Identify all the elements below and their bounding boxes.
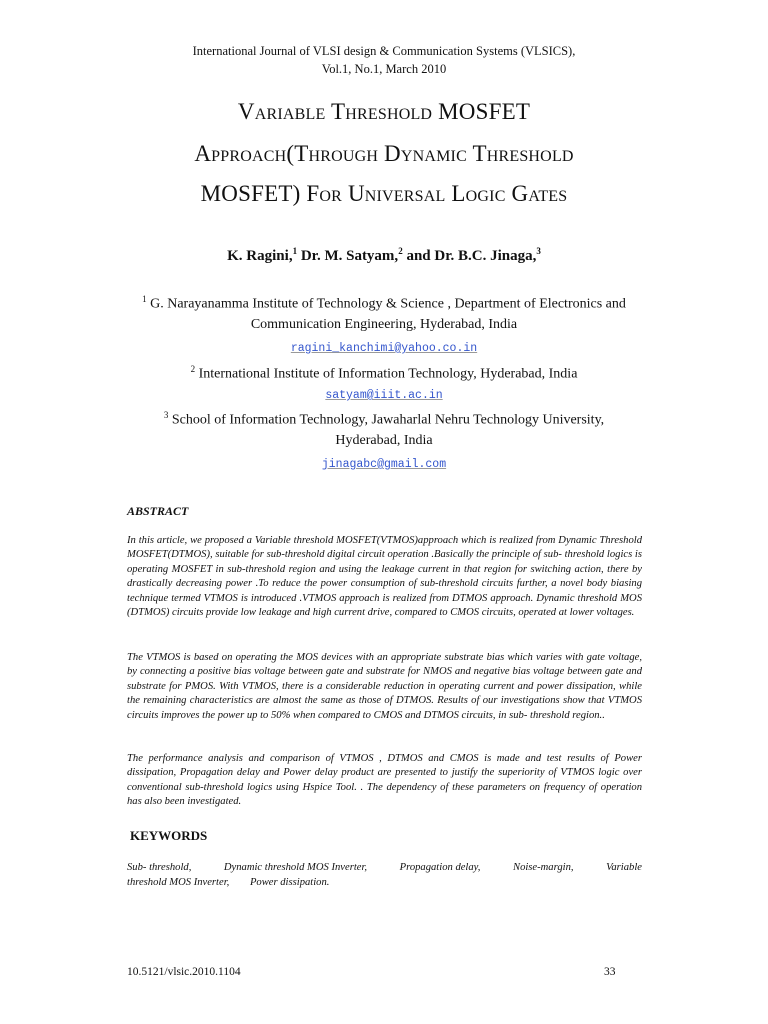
email-3-text[interactable]: jinagabc@gmail.com	[321, 458, 447, 471]
affiliation-2-sup: 2	[190, 364, 196, 374]
author-3: and Dr. B.C. Jinaga,	[402, 248, 537, 264]
keyword-item: Propagation delay,	[399, 862, 481, 873]
affiliation-3-sup: 3	[163, 410, 169, 420]
affiliation-1-sup: 1	[142, 294, 147, 304]
email-link-2[interactable]	[0, 389, 768, 402]
email-link-1[interactable]	[0, 342, 768, 355]
abstract-paragraph-1: In this article, we proposed a Variable threshold MOSFET(VTMOS)approach which is realized from Dynamic Threshold MOSFET(DTMOS), suitable for sub-threshold digital circuit operation .Basically the principle of sub- threshold logics is operating MOSFET in sub-threshold region and using the leakage current in that region for switching action, there by drastically decreasing power .To reduce the power consumption of sub-threshold circuits further, a novel body biasing technique termed VTMOS is introduced .VTMOS approach is realized from DTMOS approach. Dynamic threshold MOS (DTMOS) circuits provide low leakage and high current drive, compared to CMOS circuits, operated at lower voltages.	[127, 535, 642, 619]
abstract-heading: ABSTRACT	[127, 504, 189, 518]
keyword-item: Sub- threshold,	[127, 862, 192, 873]
paper-title-line2: Approach(Through Dynamic Threshold	[194, 141, 574, 166]
author-list	[0, 246, 768, 265]
affiliation-3-line2: Hyderabad, India	[335, 433, 433, 448]
keywords-heading: KEYWORDS	[130, 828, 208, 843]
affiliation-1-line1	[0, 289, 768, 315]
footer-page-number: 33	[604, 966, 616, 978]
author-1-sup: 1	[292, 246, 298, 256]
affiliation-2-text: International Institute of Information Technology, Hyderabad, India	[195, 366, 578, 382]
author-3-sup: 3	[536, 246, 541, 256]
keyword-item: Variable	[606, 862, 642, 873]
author-2-sup: 2	[398, 246, 403, 256]
email-link-3[interactable]	[0, 458, 768, 471]
paper-title-line1: Variable Threshold MOSFET	[237, 99, 531, 124]
journal-header-line1: International Journal of VLSI design & Communication Systems (VLSICS),	[192, 44, 576, 58]
footer-doi: 10.5121/vlsic.2010.1104	[127, 966, 241, 978]
keywords-list	[127, 860, 642, 890]
affiliation-2-line1	[0, 359, 768, 385]
affiliation-1-line2: Communication Engineering, Hyderabad, India	[250, 317, 518, 332]
affiliation-3-line1	[0, 405, 768, 431]
paper-title-line3: MOSFET) For Universal Logic Gates	[200, 181, 568, 206]
keyword-item: Noise-margin,	[513, 862, 574, 873]
email-2-text[interactable]: satyam@iiit.ac.in	[325, 389, 443, 402]
keyword-item: threshold MOS Inverter,	[127, 877, 230, 888]
abstract-paragraph-2: The VTMOS is based on operating the MOS devices with an appropriate substrate bias which varies with gate voltage, by connecting a positive bias voltage between gate and substrate for NMOS and negative bias voltage between gate and substrate for PMOS. With VTMOS, there is a considerable reduction in operating current and power dissipation, while the remaining characteristics are almost the same as those of DTMOS. Results of our investigations show that VTMOS circuits improves the power up to 50% when compared to CMOS and DTMOS circuits, in sub- threshold region..	[127, 652, 642, 721]
keyword-item: Power dissipation.	[249, 877, 330, 888]
author-2: Dr. M. Satyam,	[297, 248, 399, 264]
author-1: K. Ragini,	[227, 248, 293, 264]
email-1-text[interactable]: ragini_kanchimi@yahoo.co.in	[290, 342, 478, 355]
affiliation-1-text: G. Narayanamma Institute of Technology & Science , Department of Electronics and	[146, 296, 626, 312]
journal-header-line2: Vol.1, No.1, March 2010	[321, 62, 447, 76]
affiliation-3-text: School of Information Technology, Jawaharlal Nehru Technology University,	[168, 412, 605, 428]
abstract-paragraph-3: The performance analysis and comparison of VTMOS , DTMOS and CMOS is made and test results of Power dissipation, Propagation delay and Power delay product are presented to justify the superiority of VTMOS logic over conventional sub-threshold logics using Hspice Tool. . The dependency of these parameters on frequency of operation has also been investigated.	[127, 753, 642, 808]
keyword-item: Dynamic threshold MOS Inverter,	[223, 862, 368, 873]
